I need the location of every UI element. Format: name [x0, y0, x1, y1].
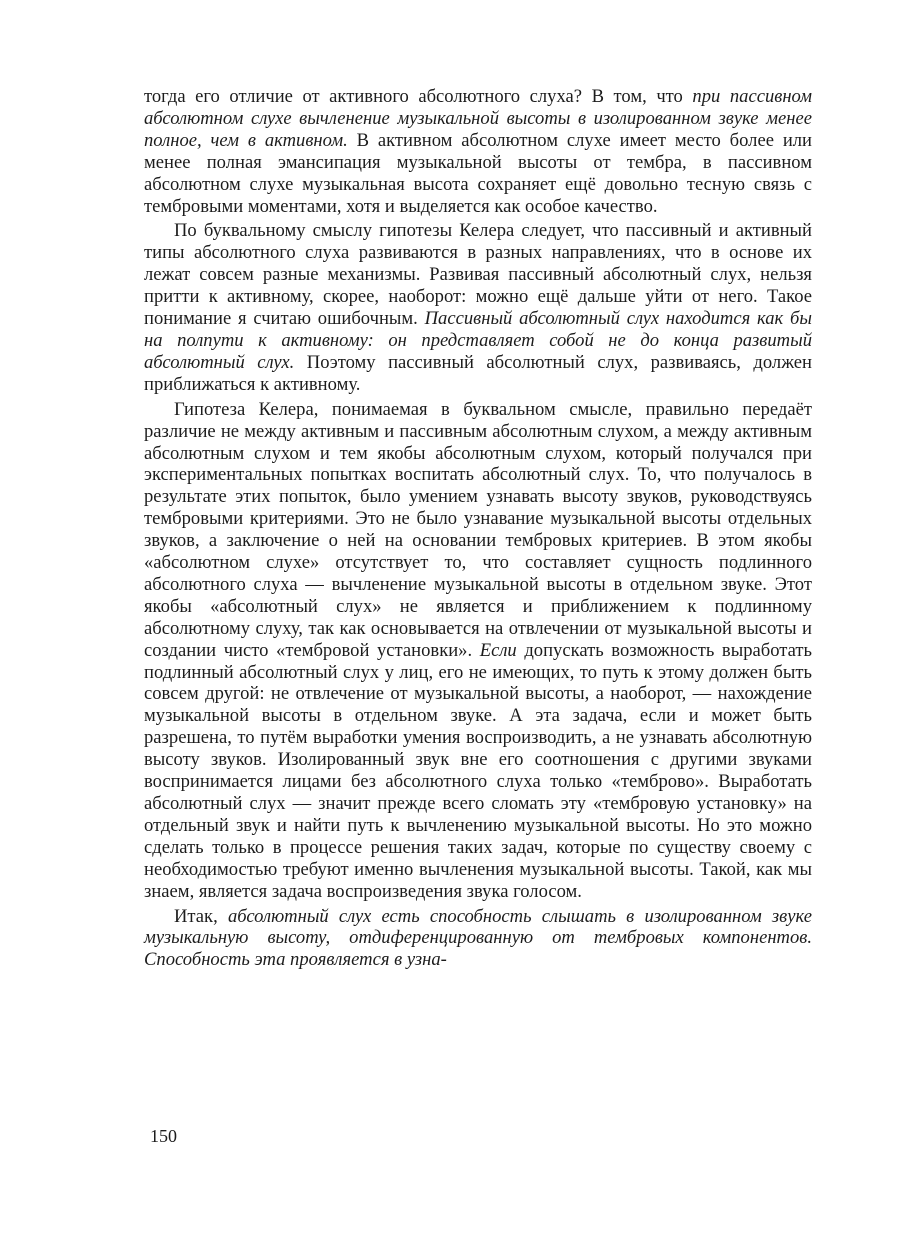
paragraph-4 — [144, 906, 812, 972]
text-run: В активном абсолютном слухе имеет место более или менее полная эмансипация музыкальной высоты от тембра, в пассивном абсолютном слухе музыкальная высота сохраняет ещё довольно тесную связь с тембровыми моментами, хотя и выделяется как особое качество. — [144, 129, 812, 217]
paragraph-1 — [144, 86, 812, 217]
paragraph-3 — [144, 399, 812, 903]
page-number: 150 — [150, 1126, 177, 1146]
text-run: тогда его отличие от активного абсолютного слуха? В том, что — [144, 86, 693, 107]
paragraph-2 — [144, 220, 812, 395]
text-run: Итак, — [174, 905, 228, 927]
italic-text-run: Пассивный абсолютный слух находится как бы на полпути к активному: он представляет собой не до конца развитый абсолютный слух. — [144, 308, 812, 373]
text-run: Гипотеза Келера, понимаемая в буквальном смысле, правильно передаёт различие не между активным и пассивным абсолютным слухом, а между активным абсолютным слухом и тем якобы абсолютным слухом, который получался при экспериментальных попытках воспитать абсолютный слух. То, что получалось в результате этих попыток, было умением узнавать высоту звуков, руководствуясь тембровыми критериями. Это не было узнавание музыкальной высоты отдельных звуков, а заключение о ней на основании тембровых критериев. В этом якобы «абсолютном слухе» отсутствует то, что составляет сущность подлинного абсолютного слуха — вычленение музыкальной высоты в отдельном звуке. Этот якобы «абсолютный слух» не является и приближением к подлинному абсолютному слуху, так как основывается на отвлечении от музыкальной высоты и создании чисто «тембровой установки». — [144, 398, 812, 661]
body-text — [144, 86, 812, 971]
text-run: допускать возможность выработать подлинный абсолютный слух у лиц, его не имеющих, то путь к этому должен быть совсем другой: не отвлечение от музыкальной высоты, а наоборот, — нахождение музыкальной высоты в отдельном звуке. А эта задача, если и может быть разрешена, то путём выработки умения воспроизводить, а не узнавать абсолютную высоту звуков. Изолированный звук вне его соотношения с другими звуками воспринимается лицами без абсолютного слуха только «темброво». Выработать абсолютный слух — значит прежде всего сломать эту «тембровую установку» на отдельный звук и найти путь к вычленению музыкальной высоты. Но это можно сделать только в процессе решения таких задач, которые по существу своему с необходимостью требуют именно вычленения музыкальной высоты. Такой, как мы знаем, является задача воспроизведения звука голосом. — [144, 639, 812, 902]
italic-text-run: Если — [479, 639, 517, 661]
italic-text-run: при пассивном абсолютном слухе вычленение музыкальной высоты в изолированном звуке менее полное, чем в активном. — [144, 86, 812, 151]
text-run: Поэтому пассивный абсолютный слух, развиваясь, должен приближаться к активному. — [144, 351, 812, 395]
italic-text-run: абсолютный слух есть способность слышать в изолированном звуке музыкальную высоту, отдиференцированную от тембровых компонентов. Способность эта проявляется в узна- — [144, 905, 812, 971]
text-run: По буквальному смыслу гипотезы Келера следует, что пассивный и активный типы абсолютного слуха развиваются в разных направлениях, что в основе их лежат совсем разные механизмы. Развивая пассивный абсолютный слух, нельзя притти к активному, скорее, наоборот: можно ещё дальше уйти от него. Такое понимание я считаю ошибочным. — [144, 220, 812, 330]
